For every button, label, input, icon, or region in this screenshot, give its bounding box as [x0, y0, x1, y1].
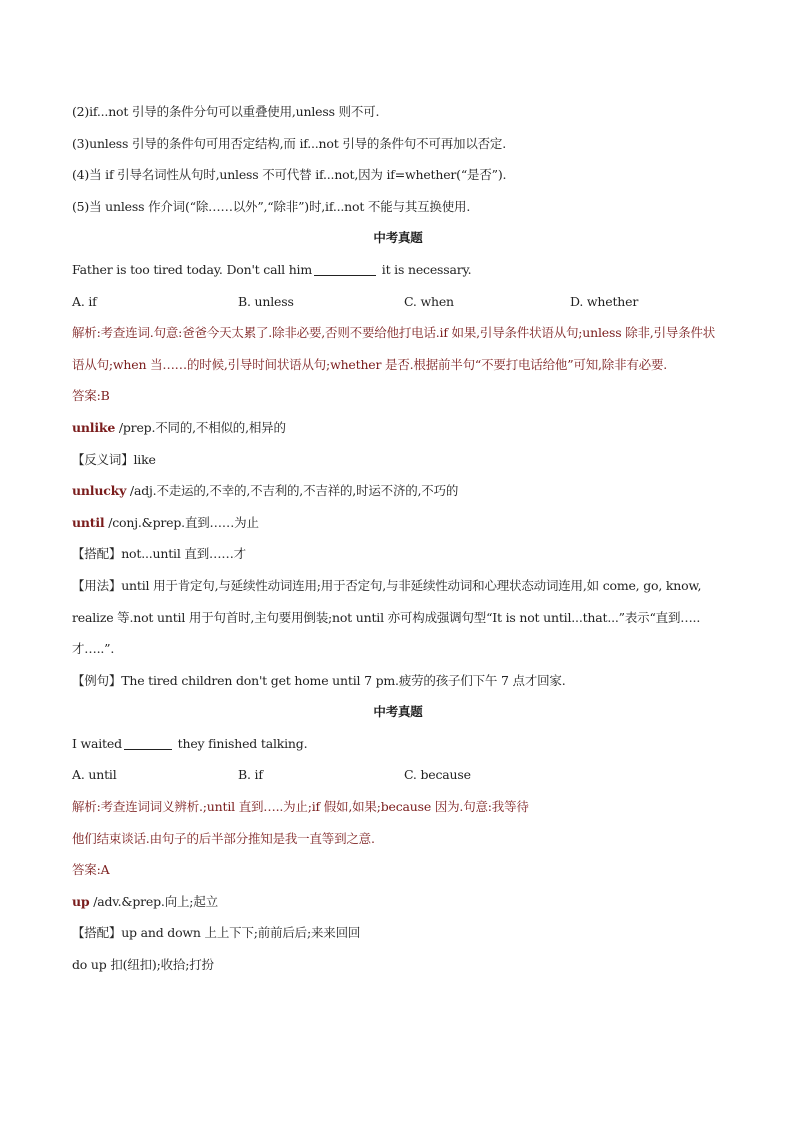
- definition-until: /conj.&prep.直到……为止: [104, 514, 259, 530]
- exam1-option-c: C. when: [404, 293, 454, 309]
- exam2-analysis-line1: 解析:考查连词词义辨析.;until 直到…..为止;if 假如,如果;because 因为.句意:我等待: [72, 799, 529, 815]
- exam2-question: [72, 728, 724, 760]
- exam1-option-b: B. unless: [238, 293, 294, 309]
- answer-blank: [314, 274, 376, 276]
- rule-4: (4)当 if 引导名词性从句时,unless 不可代替 if...not,因为 if=whether(“是否”).: [72, 167, 507, 183]
- definition-unlucky: /adj.不走运的,不幸的,不吉利的,不吉祥的,时运不济的,不巧的: [126, 483, 459, 499]
- headword-unlike: unlike: [72, 419, 116, 435]
- phrase-do-up: do up 扣(纽扣);收拾;打扮: [72, 957, 214, 973]
- exam2-option-b: B. if: [238, 767, 263, 783]
- antonym-unlike: 【反义词】like: [72, 451, 156, 467]
- exam1-answer: 答案:B: [72, 388, 110, 404]
- entry-until: [72, 507, 724, 539]
- exam1-question-text: Father is too tired today. Don't call him: [72, 261, 313, 277]
- entry-unlucky: [72, 475, 724, 507]
- exam1-options: [72, 286, 724, 318]
- exam1-option-d: D. whether: [570, 293, 639, 309]
- definition-unlike: /prep.不同的,不相似的,相异的: [115, 419, 286, 435]
- exam2-heading: 中考真题: [373, 704, 423, 720]
- rule-5: (5)当 unless 作介词(“除……以外”,“除非”)时,if...not 不能与其互换使用.: [72, 198, 471, 214]
- rule-2: (2)if...not 引导的条件分句可以重叠使用,unless 则不可.: [72, 104, 380, 119]
- exam2-analysis-line2: 他们结束谈话.由句子的后半部分推知是我一直等到之意.: [72, 830, 375, 846]
- exam1-question-rest: it is necessary.: [378, 261, 472, 277]
- rule-3: (3)unless 引导的条件句可用否定结构,而 if...not 引导的条件句不可再加以否定.: [72, 135, 506, 151]
- headword-unlucky: unlucky: [72, 483, 127, 499]
- definition-up: /adv.&prep.向上;起立: [89, 893, 218, 909]
- collocation-until: 【搭配】not...until 直到……才: [72, 546, 246, 562]
- exam1-analysis: 解析:考查连词.句意:爸爸今天太累了.除非必要,否则不要给他打电话.if 如果,引导条件状语从句;unless 除非,引导条件状语从句;when 当……的时候,引导时间状语从句;whether 是否.根据前半句“不要打电话给他”可知,除非有必要.: [72, 325, 716, 372]
- headword-up: up: [72, 893, 90, 909]
- example-until: 【例句】The tired children don't get home until 7 pm.疲劳的孩子们下午 7 点才回家.: [72, 672, 566, 688]
- exam1-heading: 中考真题: [373, 230, 423, 246]
- exam2-option-a: A. until: [72, 767, 117, 783]
- document-page: [72, 96, 724, 981]
- exam1-question: [72, 254, 724, 286]
- exam2-question-rest: they finished talking.: [173, 735, 308, 751]
- answer-blank: [124, 748, 172, 750]
- usage-until: 【用法】until 用于肯定句,与延续性动词连用;用于否定句,与非延续性动词和心理状态动词连用,如 come, go, know, realize 等.not until 用于句首时,主句要用倒装;not until 亦可构成强调句型“It is not until...that...”表示“直到…..才…..”.: [72, 577, 702, 657]
- exam2-question-text: I waited: [72, 735, 122, 751]
- exam1-option-a: A. if: [72, 293, 97, 309]
- exam2-option-c: C. because: [404, 767, 471, 783]
- entry-unlike: [72, 412, 724, 444]
- exam2-answer: 答案:A: [72, 862, 110, 878]
- headword-until: until: [72, 514, 105, 530]
- entry-up: [72, 886, 724, 918]
- exam2-options: [72, 759, 724, 791]
- collocation-up: 【搭配】up and down 上上下下;前前后后;来来回回: [72, 925, 361, 941]
